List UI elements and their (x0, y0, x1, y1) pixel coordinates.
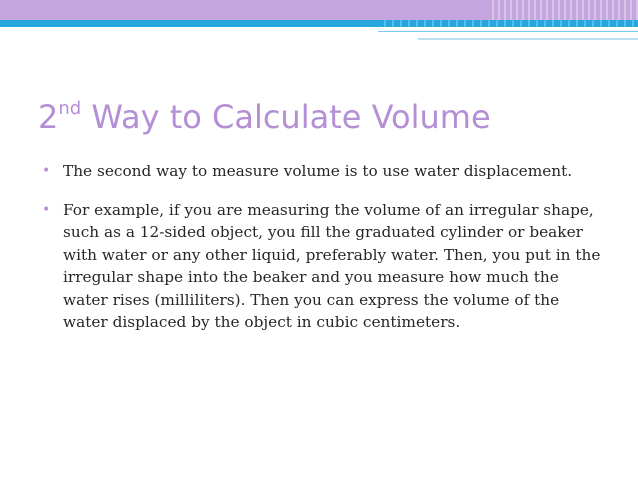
bullet-item (42, 199, 602, 334)
bullet-text: For example, if you are measuring the volume of an irregular shape, such as a 12-sided object, you fill the graduated cylinder or beaker with water or any other liquid, preferably water. Then, you put in the irregular shape into the beaker and you measure how much the water rises (milliliters). Then you can express the volume of the water displaced by the object in cubic centimeters. (63, 200, 601, 331)
title-prefix: 2 (38, 98, 59, 136)
title-rest: Way to Calculate Volume (81, 98, 491, 136)
bullet-marker: • (42, 201, 51, 218)
title-superscript: nd (58, 98, 82, 119)
bullet-text: The second way to measure volume is to use water displacement. (63, 162, 573, 180)
bullet-marker: • (42, 163, 51, 179)
header-band-stripes (488, 0, 638, 20)
slide-title (38, 95, 491, 139)
header-band (0, 0, 638, 20)
header-accent-line-dashed (378, 20, 638, 27)
header-thin-line-1 (378, 31, 638, 32)
bullet-list (42, 160, 602, 350)
bullet-item (42, 160, 602, 183)
header-thin-line-2 (418, 38, 638, 40)
header-thin-lines (378, 28, 638, 42)
